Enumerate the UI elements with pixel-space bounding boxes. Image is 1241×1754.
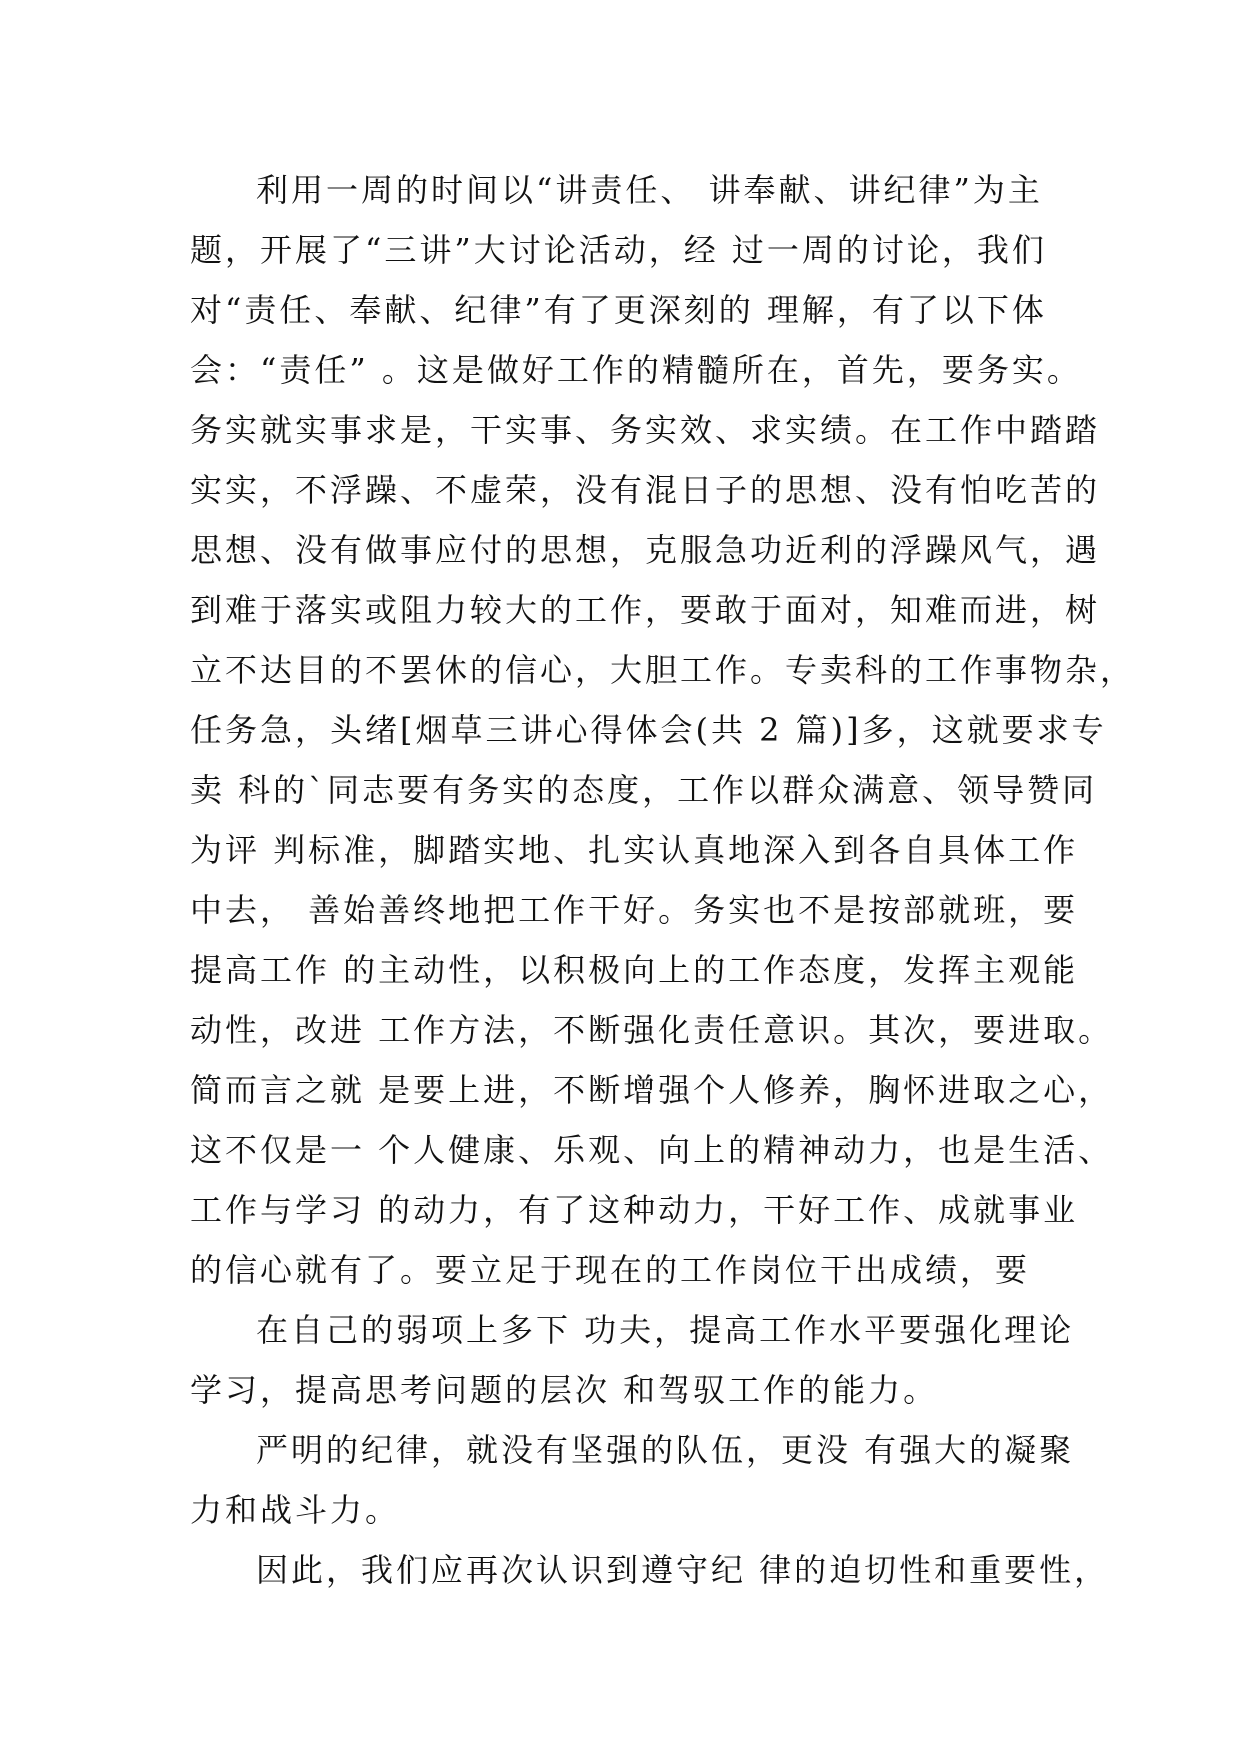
text-line: 中去， 善始善终地把工作干好。务实也不是按部就班，要 [190,891,1079,929]
text-line: 题，开展了“三讲”大讨论活动，经 过一周的讨论，我们 [190,231,1047,269]
text-line: 提高工作 的主动性，以积极向上的工作态度，发挥主观能 [190,951,1079,989]
text-line: 这不仅是一 个人健康、乐观、向上的精神动力，也是生活、 [190,1131,1114,1169]
text-line: 严明的纪律，就没有坚强的队伍，更没 有强大的凝聚 [256,1431,1075,1469]
text-line: 力和战斗力。 [190,1491,401,1529]
text-line: 学习，提高思考问题的层次 和驾驭工作的能力。 [190,1371,939,1409]
paragraph-4 [190,1540,1110,1600]
text-line: 到难于落实或阻力较大的工作，要敢于面对，知难而进，树 [190,591,1101,629]
text-line: 对“责任、奉献、纪律”有了更深刻的 理解，有了以下体 [190,291,1047,329]
text-line: 的信心就有了。要立足于现在的工作岗位干出成绩，要 [190,1251,1031,1289]
text-line: 务实就实事求是，干实事、务实效、求实绩。在工作中踏踏 [190,411,1101,449]
paragraph-1 [190,160,1136,1300]
text-line: 思想、没有做事应付的思想，克服急功近利的浮躁风气，遇 [190,531,1101,569]
text-line: 动性，改进 工作方法，不断强化责任意识。其次，要进取。 [190,1011,1114,1049]
text-line: 实实，不浮躁、不虚荣，没有混日子的思想、没有怕吃苦的 [190,471,1101,509]
text-line: 任务急，头绪[烟草三讲心得体会(共 2 篇)]多，这就要求专 [190,711,1107,749]
text-line: 简而言之就 是要上进，不断增强个人修养，胸怀进取之心， [190,1071,1114,1109]
document-body [190,160,1136,1600]
text-line: 立不达目的不罢休的信心，大胆工作。专卖科的工作事物杂， [190,651,1136,689]
text-line: 工作与学习 的动力，有了这种动力，干好工作、成就事业 [190,1191,1079,1229]
paragraph-3 [190,1420,1075,1540]
text-line: 在自己的弱项上多下 功夫，提高工作水平要强化理论 [256,1311,1075,1349]
text-line: 卖 科的`同志要有务实的态度，工作以群众满意、领导赞同 [190,771,1098,809]
text-line: 为评 判标准，脚踏实地、扎实认真地深入到各自具体工作 [190,831,1079,869]
text-line: 会：“责任” 。这是做好工作的精髓所在，首先，要务实。 [190,351,1082,389]
paragraph-2 [190,1300,1075,1420]
text-line: 因此，我们应再次认识到遵守纪 律的迫切性和重要性， [256,1551,1110,1589]
text-line: 利用一周的时间以“讲责任、 讲奉献、讲纪律”为主 [256,171,1043,209]
